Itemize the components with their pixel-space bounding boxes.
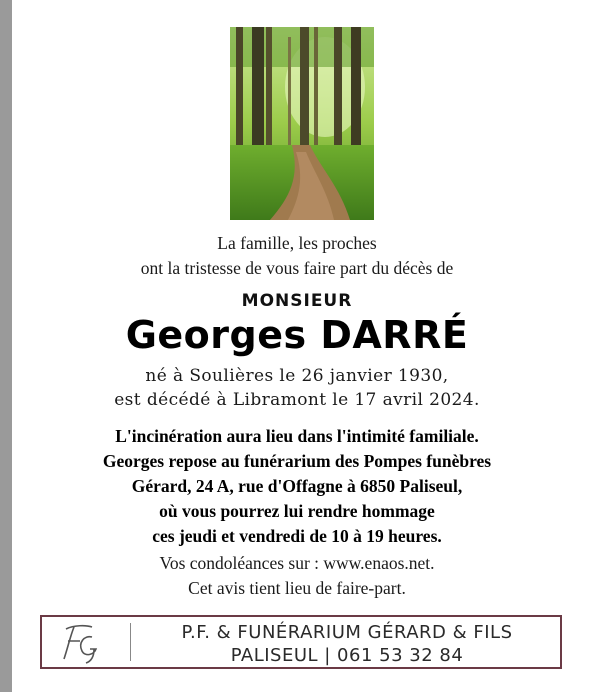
ceremony-line-3: Gérard, 24 A, rue d'Offagne à 6850 Paliseul, [131,476,463,496]
ceremony-line-5: ces jeudi et vendredi de 10 à 19 heures. [152,526,442,546]
intro-line-2: ont la tristesse de vous faire part du décès de [140,258,454,278]
footer-divider [130,623,131,661]
left-margin-bar [0,0,12,692]
ceremony-line-4: où vous pourrez lui rendre hommage [159,501,435,521]
deceased-name: Georges DARRÉ [125,313,469,357]
birth-info: né à Soulières le 26 janvier 1930, [145,366,449,386]
company-name: P.F. & FUNÉRARIUM GÉRARD & FILS [181,622,513,643]
ceremony-line-1: L'incinération aura lieu dans l'intimité familiale. [115,426,479,446]
funeral-home-banner [40,615,562,669]
ceremony-line-2: Georges repose au funérarium des Pompes funèbres [102,451,492,471]
death-info: est décédé à Libramont le 17 avril 2024. [114,390,480,410]
forest-path-photo [230,27,374,220]
company-contact: PALISEUL | 061 53 32 84 [230,645,464,666]
intro-line-1: La famille, les proches [217,233,377,253]
closing-line: Cet avis tient lieu de faire-part. [188,578,406,598]
condolences-line: Vos condoléances sur : www.enaos.net. [159,553,435,573]
honorific-title: MONSIEUR [241,291,353,311]
monogram-logo [52,621,110,665]
